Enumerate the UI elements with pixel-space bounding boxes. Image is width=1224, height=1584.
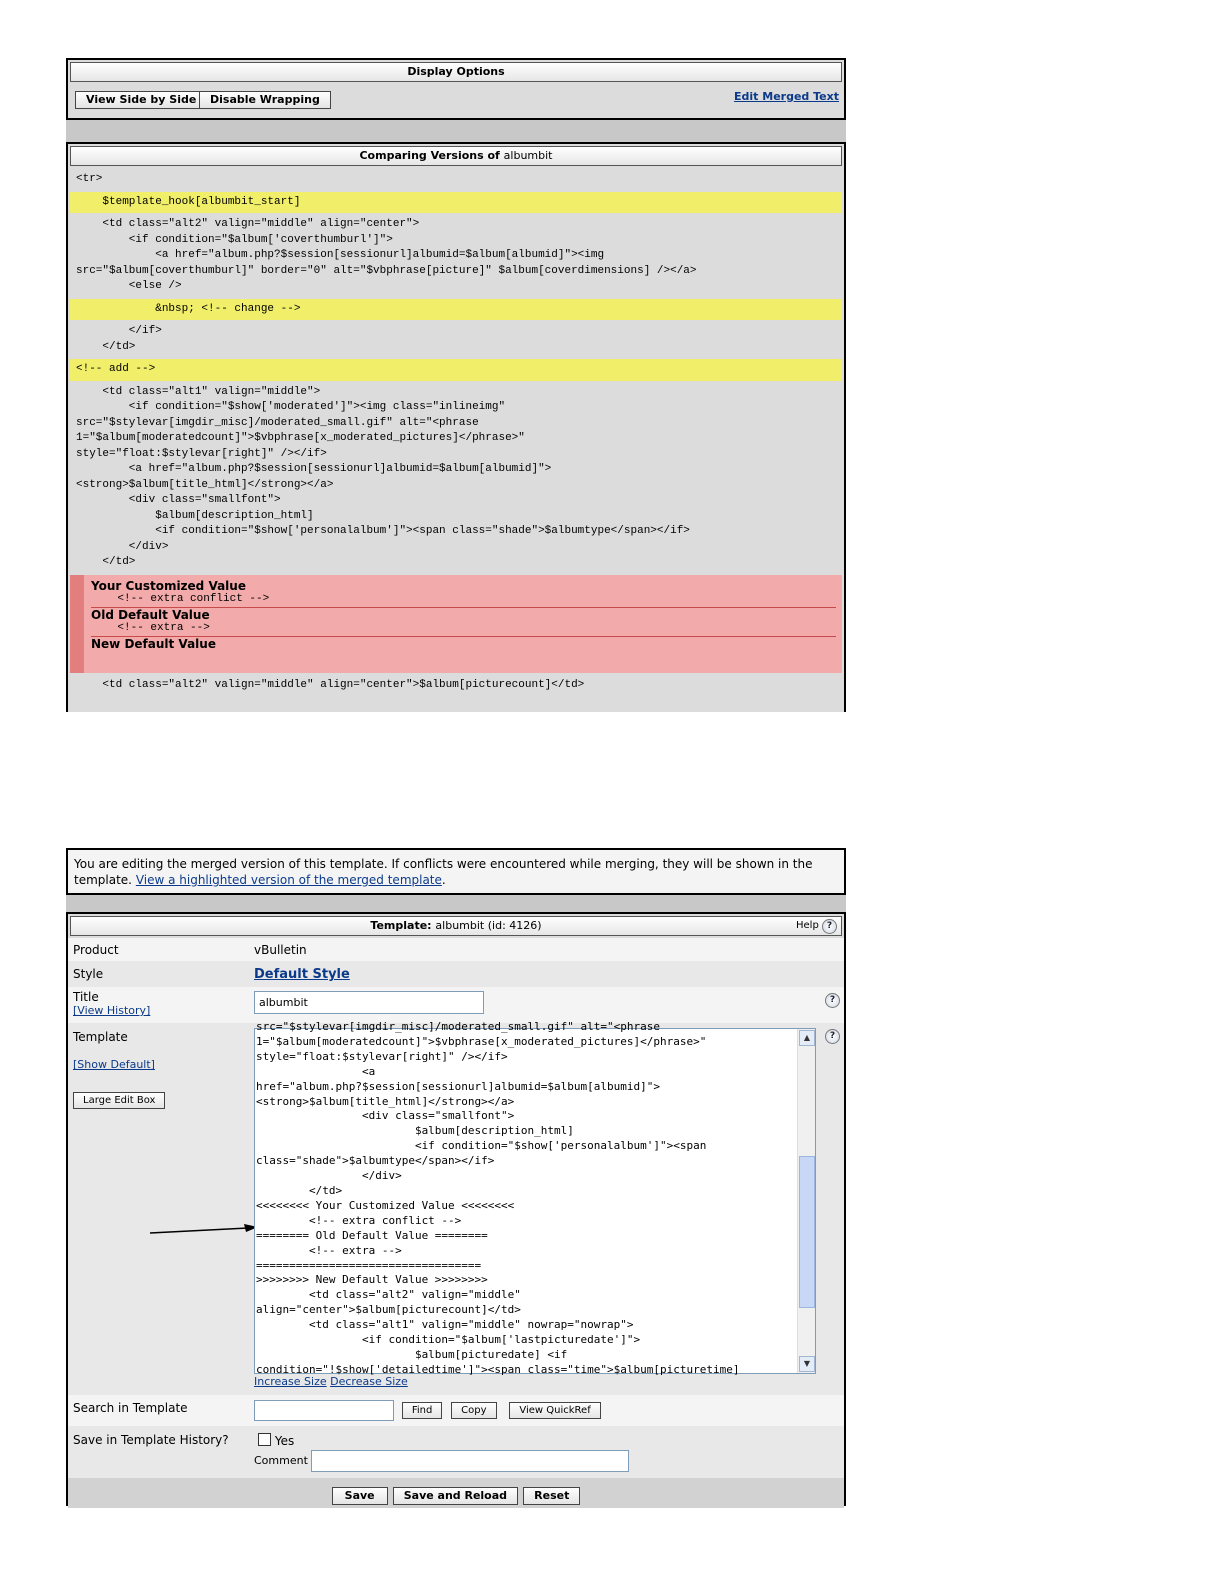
spacer — [66, 120, 846, 142]
disable-wrapping-button[interactable]: Disable Wrapping — [199, 91, 331, 109]
new-default-label: New Default Value — [91, 636, 216, 651]
view-history-link[interactable]: [View History] — [73, 1004, 151, 1017]
large-edit-box-button[interactable]: Large Edit Box — [73, 1092, 165, 1109]
copy-button[interactable]: Copy — [451, 1402, 496, 1419]
display-options-header: Display Options — [70, 62, 842, 82]
your-customized-label: Your Customized Value — [91, 578, 246, 593]
compare-panel — [66, 58, 846, 706]
comment-input[interactable] — [311, 1450, 629, 1472]
display-options-table — [66, 58, 846, 120]
help-icon: ? — [822, 919, 837, 934]
scroll-up-icon[interactable]: ▲ — [799, 1030, 815, 1046]
diff-unchanged-block: <tr> — [76, 173, 103, 185]
style-row: Style Default Style — [68, 962, 844, 987]
view-side-by-side-button[interactable]: View Side by Side — [75, 91, 207, 109]
diff-unchanged-block: <td class="alt1" valign="middle"> <if condition="$show['moderated']"><img class="inlineimg" src="$stylevar[imgdir_misc]/moderated_small.gif" alt="<phrase 1="$album[moderatedcount]">$vbphrase[x_moderated_pictures]</phrase>" style="float:$stylevar[right]" /></if> <a href="album.php?$session[sessionurl]albumid=$album[albumid]"> <strong>$album[title_html]</strong></a> <div class="smallfont"> $album[description_html] <if condition="$show['personalalbum']"><span class="shade">$albumtype</span></if> </div> </td> — [76, 385, 690, 568]
title-input[interactable] — [254, 991, 484, 1014]
title-help-icon[interactable]: ? — [825, 993, 840, 1008]
diff-tail: <td class="alt2" valign="middle" align="center">$album[picturecount]</td> — [76, 678, 585, 691]
diff-changed-block: <!-- add --> — [70, 359, 842, 381]
conflict-block — [70, 575, 842, 673]
yes-checkbox[interactable] — [258, 1433, 271, 1446]
default-style-link[interactable]: Default Style — [254, 967, 350, 982]
notice-box: You are editing the merged version of this template. If conflicts were encountered while merging, they will be shown in the template. View a highlighted version of the merged template. — [66, 848, 846, 895]
scroll-down-icon[interactable]: ▼ — [799, 1356, 815, 1372]
your-customized-code: <!-- extra conflict --> — [91, 592, 270, 605]
show-default-link[interactable]: [Show Default] — [73, 1058, 155, 1071]
template-row: Template [Show Default] Large Edit Box src="$stylevar[imgdir_misc]/moderated_small.gif" alt="<phrase 1="$album[moderatedcount]">$vbphrase[x_moderated_pictures]</phrase>" style="float:$stylevar[right]" /></if> <a href="album.php?$session[sessionurl]albumid=$album[albumid]"> <strong>$album[title_html]</strong></a> <div class="smallfont"> $album[description_html] <if condition="$show['personalalbum']"><span class="shade">$albumtype</span></if> </div> </td> <<<<<<<< Your Customized Value <<<<<<<< <!-- extra conflict --> ======== Old Default Value ======== <!-- extra --> ================================== >>>>>>>> New Default Value >>>>>>>> <td class="alt2" valign="middle" align="center">$album[picturecount]</td> <td class="alt1" valign="middle" nowrap="nowrap"> <if condition="$album['lastpicturedate']"> $album[picturedate] <if condition="!$show['detailedtime']"><span class="time">$album[picturetime] ▲ ▼ Increase Size Decrease Size ? — [68, 1024, 844, 1395]
save-and-reload-button[interactable]: Save and Reload — [393, 1487, 518, 1505]
reset-button[interactable]: Reset — [523, 1487, 580, 1505]
diff-unchanged-block: </if> </td> — [102, 325, 162, 353]
find-button[interactable]: Find — [402, 1402, 443, 1419]
title-row: Title [View History] albumbit ? — [68, 987, 844, 1024]
template-textarea[interactable]: src="$stylevar[imgdir_misc]/moderated_small.gif" alt="<phrase 1="$album[moderatedcount]">$vbphrase[x_moderated_pictures]</phrase>" style="float:$stylevar[right]" /></if> <a href="album.php?$session[sessionurl]albumid=$album[albumid]"> <strong>$album[title_html]</strong></a> <div class="smallfont"> $album[description_html] <if condition="$show['personalalbum']"><span class="shade">$albumtype</span></if> </div> </td> <<<<<<<< Your Customized Value <<<<<<<< <!-- extra conflict --> ======== Old Default Value ======== <!-- extra --> ================================== >>>>>>>> New Default Value >>>>>>>> <td class="alt2" valign="middle" align="center">$album[picturecount]</td> <td class="alt1" valign="middle" nowrap="nowrap"> <if condition="$album['lastpicturedate']"> $album[picturedate] <if condition="!$show['detailedtime']"><span class="time">$album[picturetime] ▲ ▼ — [254, 1028, 816, 1374]
search-row: Search in Template Find Copy View QuickRef — [68, 1395, 844, 1427]
footer-buttons — [68, 1478, 844, 1508]
old-default-code: <!-- extra --> — [91, 621, 210, 634]
diff-changed-block: &nbsp; <!-- change --> — [70, 299, 842, 321]
decrease-size-link[interactable]: Decrease Size — [330, 1375, 408, 1388]
template-scrollbar[interactable] — [797, 1029, 815, 1373]
increase-size-link[interactable]: Increase Size — [254, 1375, 327, 1388]
editor-header: Template: albumbit (id: 4126) Help ? — [70, 916, 842, 936]
save-button[interactable]: Save — [332, 1487, 388, 1505]
diff-blocks — [68, 168, 844, 575]
diff-changed-block: $template_hook[albumbit_start] — [70, 192, 842, 214]
view-highlighted-link[interactable]: View a highlighted version of the merged template — [135, 873, 442, 887]
scroll-thumb[interactable] — [799, 1156, 815, 1308]
product-row: Product vBulletin — [68, 938, 844, 962]
diff-unchanged-block: <td class="alt2" valign="middle" align="center"> <if condition="$album['coverthumburl']"> <a href="album.php?$session[sessionurl]albumid=$album[albumid]"><img src="$album[coverthumburl]" border="0" alt="$vbphrase[picture]" $album[coverdimensions] /></a> <else /> — [76, 218, 697, 292]
template-help-icon[interactable]: ? — [825, 1029, 840, 1044]
save-history-row: Save in Template History? Yes Comment — [68, 1427, 844, 1478]
compare-table — [66, 142, 846, 712]
compare-header: Comparing Versions of albumbit — [70, 146, 842, 166]
edit-merged-text-link[interactable]: Edit Merged Text — [734, 90, 839, 103]
arrow-right-icon — [148, 1224, 260, 1236]
help-button[interactable]: Help ? — [796, 917, 837, 935]
search-input[interactable] — [254, 1400, 394, 1421]
old-default-label: Old Default Value — [91, 607, 210, 622]
spacer — [66, 895, 846, 912]
view-quickref-button[interactable]: View QuickRef — [509, 1402, 600, 1419]
template-editor-table — [66, 912, 846, 1506]
